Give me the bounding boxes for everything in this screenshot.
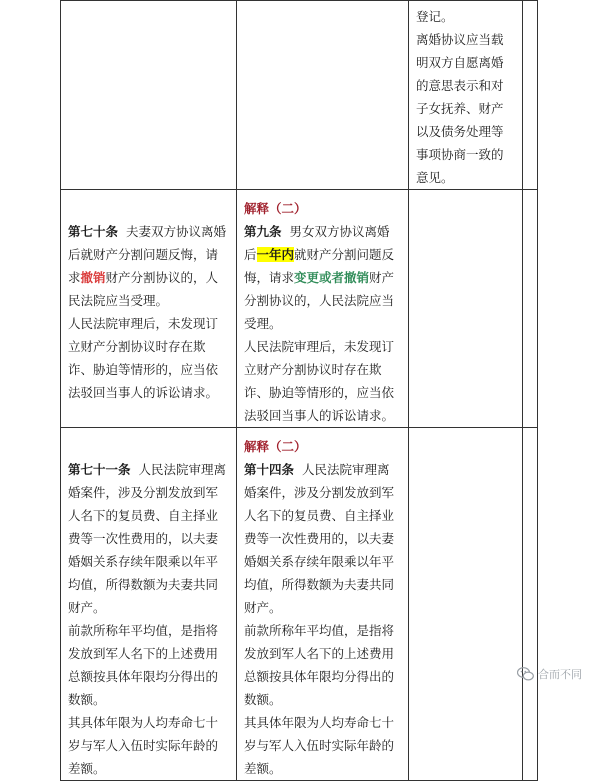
row3-col2 [237,428,409,781]
watermark [517,666,582,682]
art70-number: 第七十条 [68,224,119,239]
table-row [61,190,538,428]
row2-col4 [523,190,538,428]
comparison-table [60,0,538,781]
row1-col1 [61,1,237,190]
art71-para3: 其具体年限为人均寿命七十岁与军人入伍时实际年龄的差额。 [68,715,219,776]
row1-col4 [523,1,538,190]
art14-para1: 第十四条 人民法院审理离婚案件，涉及分割发放到军人名下的复员费、自主择业费等一次性费用的，以夫妻婚姻关系存续年限乘以年平均值，所得数额为夫妻共同财产。 [244,462,395,615]
art9-number: 第九条 [244,224,282,239]
row3-col1 [61,428,237,781]
art14-para2: 前款所称年平均值，是指将发放到军人名下的上述费用总额按具体年限均分得出的数额。 [244,623,395,707]
art71-number: 第七十一条 [68,462,131,477]
art70-para1: 第七十条 夫妻双方协议离婚后就财产分割问题反悔，请求撤销财产分割协议的，人民法院应当受理。 [68,224,226,308]
art14-para3: 其具体年限为人均寿命七十岁与军人入伍时实际年龄的差额。 [244,715,395,776]
revoke-term: 撤销 [80,270,106,285]
one-year-highlight: 一年内 [256,247,295,262]
table-row [61,428,538,781]
art9-para2: 人民法院审理后，未发现订立财产分割协议时存在欺诈、胁迫等情形的，应当依法驳回当事人的诉讼请求。 [244,339,395,423]
row1-col3 [409,1,523,190]
art14-number: 第十四条 [244,462,295,477]
row1-col2 [237,1,409,190]
row3-col3 [409,428,523,781]
interpretation-heading: 解释（二） [244,439,307,454]
art70-para2: 人民法院审理后，未发现订立财产分割协议时存在欺诈、胁迫等情形的，应当依法驳回当事人的诉讼请求。 [68,316,219,400]
row2-col1 [61,190,237,428]
art71-para1: 第七十一条 人民法院审理离婚案件，涉及分割发放到军人名下的复员费、自主择业费等一次性费用的，以夫妻婚姻关系存续年限乘以年平均值，所得数额为夫妻共同财产。 [68,462,226,615]
row2-col2 [237,190,409,428]
row1-col3-line2: 离婚协议应当载明双方自愿离婚的意思表示和对子女抚养、财产以及债务处理等事项协商一致的意见。 [416,32,504,185]
row2-col3 [409,190,523,428]
row3-col4 [523,428,538,781]
wechat-icon [517,667,534,681]
table-row [61,1,538,190]
watermark-text: 合而不同 [538,668,582,681]
change-or-revoke-term: 变更或者撤销 [294,270,370,285]
interpretation-heading: 解释（二） [244,201,307,216]
art71-para2: 前款所称年平均值，是指将发放到军人名下的上述费用总额按具体年限均分得出的数额。 [68,623,219,707]
art9-para1: 第九条 男女双方协议离婚后一年内就财产分割问题反悔，请求变更或者撤销财产分割协议的，人民法院应当受理。 [244,224,395,331]
row1-col3-line1: 登记。 [416,9,454,24]
